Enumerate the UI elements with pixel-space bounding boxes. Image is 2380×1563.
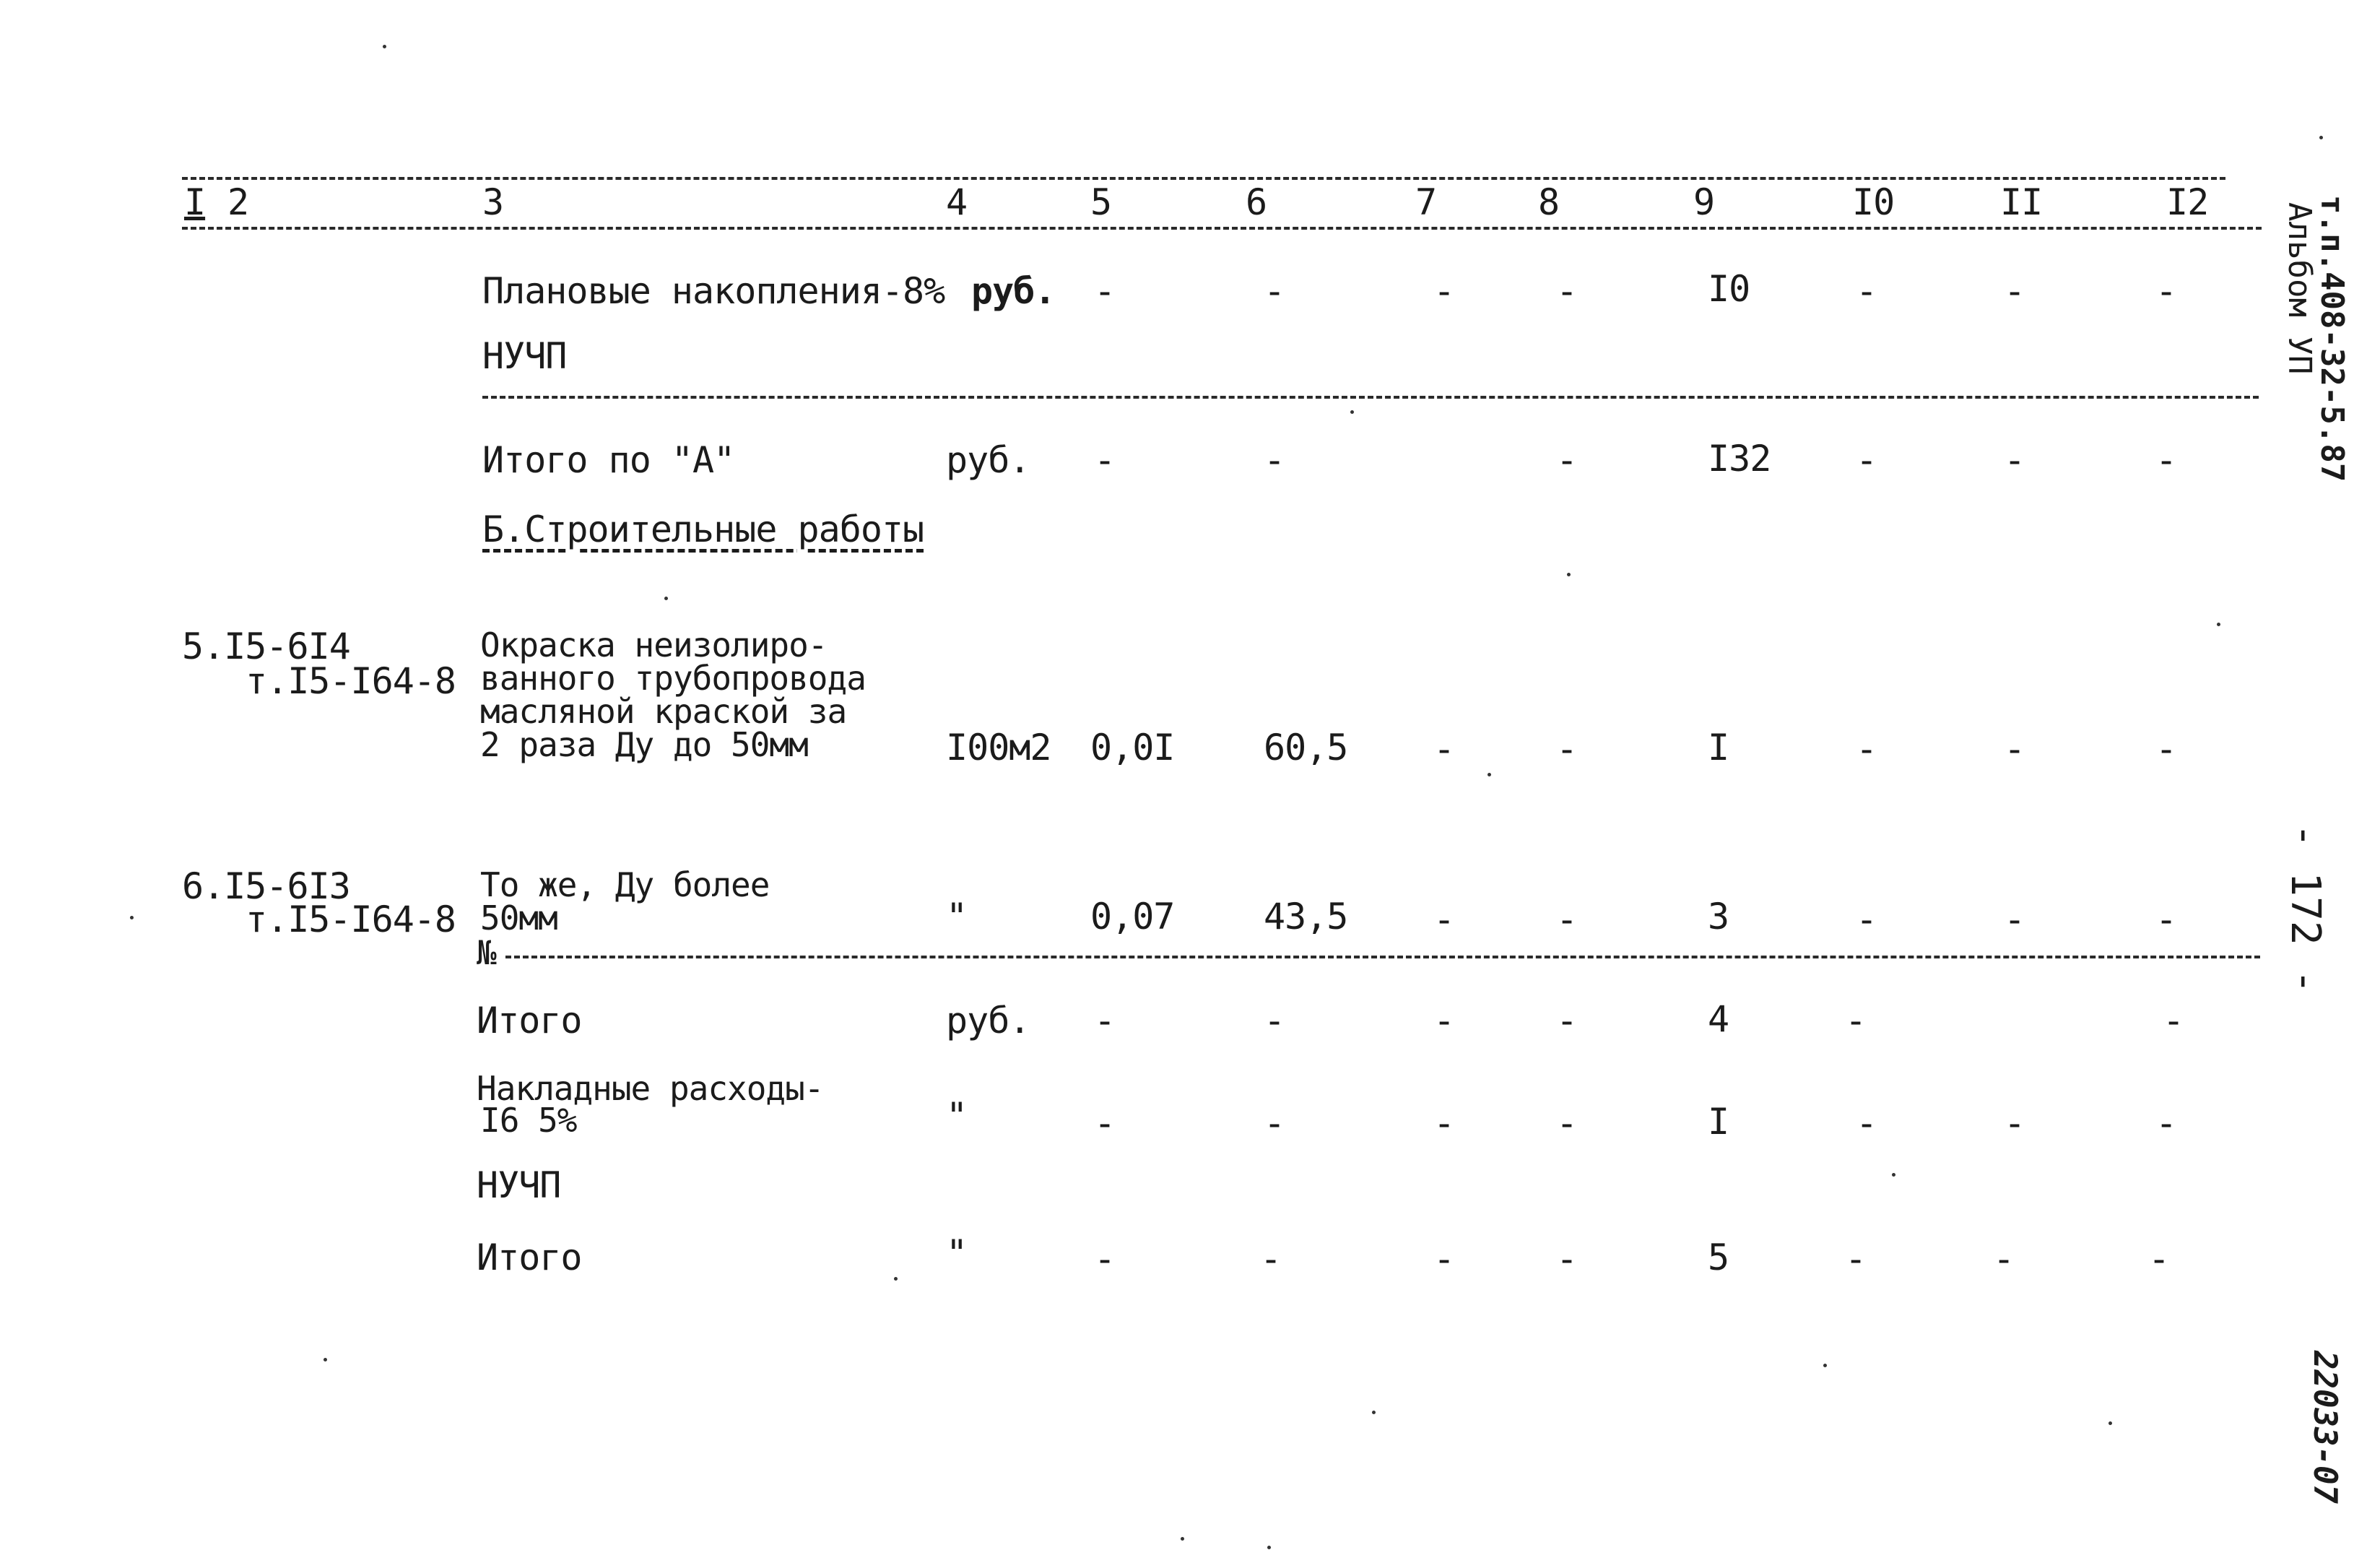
cell-col5: -: [1094, 439, 1116, 481]
cell-col11: -: [2004, 728, 2025, 770]
cell-col11: -: [1993, 1238, 2015, 1280]
cell-col6: -: [1260, 1238, 1282, 1280]
scan-speck: [1372, 1411, 1376, 1414]
row-note: НУЧП: [482, 335, 567, 377]
cell-col10: -: [1856, 728, 1877, 770]
page-number: - 172 -: [2282, 823, 2329, 995]
cell-col6: -: [1264, 270, 1285, 312]
row-code: 5.I5-6I4: [182, 625, 350, 667]
cell-col12: -: [2155, 1102, 2177, 1144]
cell-col7: -: [1433, 1000, 1455, 1042]
row-description-line2: I6 5%: [480, 1101, 577, 1140]
cell-col5: 0,07: [1090, 896, 1175, 938]
col-header-3: 3: [482, 181, 504, 223]
cell-col9: 5: [1708, 1237, 1729, 1278]
col-header-7: 7: [1415, 181, 1437, 223]
cell-col8: -: [1556, 270, 1578, 312]
cell-col12: -: [2155, 728, 2177, 770]
cell-col10: -: [1845, 1000, 1867, 1042]
row-description-line1: То же, Ду более: [480, 865, 770, 904]
row-description-line2: 50мм: [480, 899, 557, 938]
row-unit: руб.: [946, 439, 1030, 481]
cell-col12: -: [2155, 439, 2177, 481]
cell-col8: -: [1556, 899, 1578, 940]
row-reference: т.I5-I64-8: [246, 899, 456, 940]
scan-speck: [1350, 410, 1354, 414]
cell-col6: -: [1264, 1000, 1285, 1042]
row-description: Плановые накопления-8%: [482, 270, 945, 312]
cell-col5: -: [1094, 1102, 1116, 1144]
cell-col6: -: [1264, 439, 1285, 481]
col-header-4: 4: [946, 181, 968, 223]
row-description: Итого по "А": [482, 439, 735, 481]
cell-col10: -: [1856, 439, 1877, 481]
scan-speck: [2319, 136, 2323, 139]
cell-col12: -: [2148, 1238, 2170, 1280]
cell-col10: -: [1856, 899, 1877, 940]
scan-speck: [1892, 1173, 1895, 1177]
cell-col5: 0,0I: [1090, 727, 1175, 768]
cell-col9: I32: [1708, 438, 1771, 480]
cell-col6: 43,5: [1264, 896, 1348, 938]
col-header-12: I2: [2166, 181, 2209, 223]
row-description: Итого: [477, 1000, 582, 1042]
cell-col9: I: [1708, 1101, 1729, 1143]
cell-col6: 60,5: [1264, 727, 1348, 768]
scan-speck: [1567, 573, 1571, 576]
row-unit: руб.: [971, 270, 1056, 312]
col-header-2: 2: [227, 181, 249, 223]
cell-col9: I0: [1708, 268, 1750, 310]
row-description-line1: Накладные расходы-: [477, 1069, 824, 1108]
scan-speck: [894, 1277, 898, 1281]
cell-col9: 4: [1708, 998, 1729, 1040]
col-header-11: II: [2000, 181, 2043, 223]
cell-col5: -: [1094, 270, 1116, 312]
cell-col8: -: [1556, 1102, 1578, 1144]
section-heading: Б.Строительные работы: [482, 508, 924, 550]
cell-col9: 3: [1708, 896, 1729, 938]
section-rule-2: [505, 956, 2260, 958]
cell-col11: -: [2004, 899, 2025, 940]
scan-speck: [130, 916, 134, 919]
col-header-9: 9: [1693, 181, 1715, 223]
cell-col8: -: [1556, 1238, 1578, 1280]
header-bottom-rule: [182, 227, 2262, 230]
col-header-5: 5: [1090, 181, 1112, 223]
scan-speck: [1488, 773, 1491, 776]
row-description-line1: Окраска неизолиро-: [480, 625, 828, 664]
cell-col10: -: [1845, 1238, 1867, 1280]
order-number: 22033-07: [2306, 1351, 2343, 1504]
cell-col8: -: [1556, 439, 1578, 481]
cell-col12: -: [2155, 899, 2177, 940]
row-unit: руб.: [946, 1000, 1030, 1042]
cell-col11: -: [2004, 439, 2025, 481]
row-unit: ": [946, 896, 968, 938]
cell-col8: -: [1556, 1000, 1578, 1042]
col-header-6: 6: [1246, 181, 1267, 223]
cell-col7: -: [1433, 728, 1455, 770]
cell-col9: I: [1708, 727, 1729, 768]
header-top-rule: [182, 177, 2225, 180]
scan-speck: [323, 1358, 327, 1361]
row-note: НУЧП: [477, 1164, 561, 1206]
album-label: Альбом УП: [2281, 202, 2318, 375]
scan-speck: [2217, 623, 2220, 626]
row-unit: I00м2: [946, 727, 1051, 768]
cell-col10: -: [1856, 270, 1877, 312]
cell-col10: -: [1856, 1102, 1877, 1144]
row-reference: т.I5-I64-8: [246, 660, 456, 702]
scan-speck: [383, 45, 386, 48]
cell-col7: -: [1433, 899, 1455, 940]
row-unit: ": [946, 1232, 968, 1274]
row-description-line3: масляной краской за: [480, 692, 847, 731]
section-rule-1: [482, 396, 2259, 399]
col-header-1: I: [184, 181, 206, 223]
scan-speck: [2108, 1421, 2112, 1425]
document-code: т.п.408-32-5.87: [2314, 195, 2350, 482]
row-description-line4: 2 раза Ду до 50мм: [480, 725, 808, 764]
scan-speck: [1267, 1546, 1271, 1549]
cell-col7: -: [1433, 1238, 1455, 1280]
cell-col7: -: [1433, 1102, 1455, 1144]
scan-speck: [1823, 1364, 1827, 1367]
col-header-8: 8: [1538, 181, 1560, 223]
scan-speck: [664, 597, 668, 600]
cell-col7: -: [1433, 270, 1455, 312]
row-description-line2: ванного трубопровода: [480, 659, 866, 698]
row-code: 6.I5-6I3: [182, 865, 350, 907]
cell-col6: -: [1264, 1102, 1285, 1144]
row-mark: №: [477, 933, 496, 972]
cell-col5: -: [1094, 1238, 1116, 1280]
scan-speck: [1181, 1537, 1184, 1541]
cell-col12: -: [2155, 270, 2177, 312]
cell-col11: -: [2004, 1102, 2025, 1144]
col-header-10: I0: [1852, 181, 1895, 223]
cell-col8: -: [1556, 728, 1578, 770]
row-unit: ": [946, 1095, 968, 1137]
cell-col11: -: [2004, 270, 2025, 312]
row-description: Итого: [477, 1237, 582, 1278]
cell-col5: -: [1094, 1000, 1116, 1042]
cell-col12: -: [2163, 1000, 2184, 1042]
